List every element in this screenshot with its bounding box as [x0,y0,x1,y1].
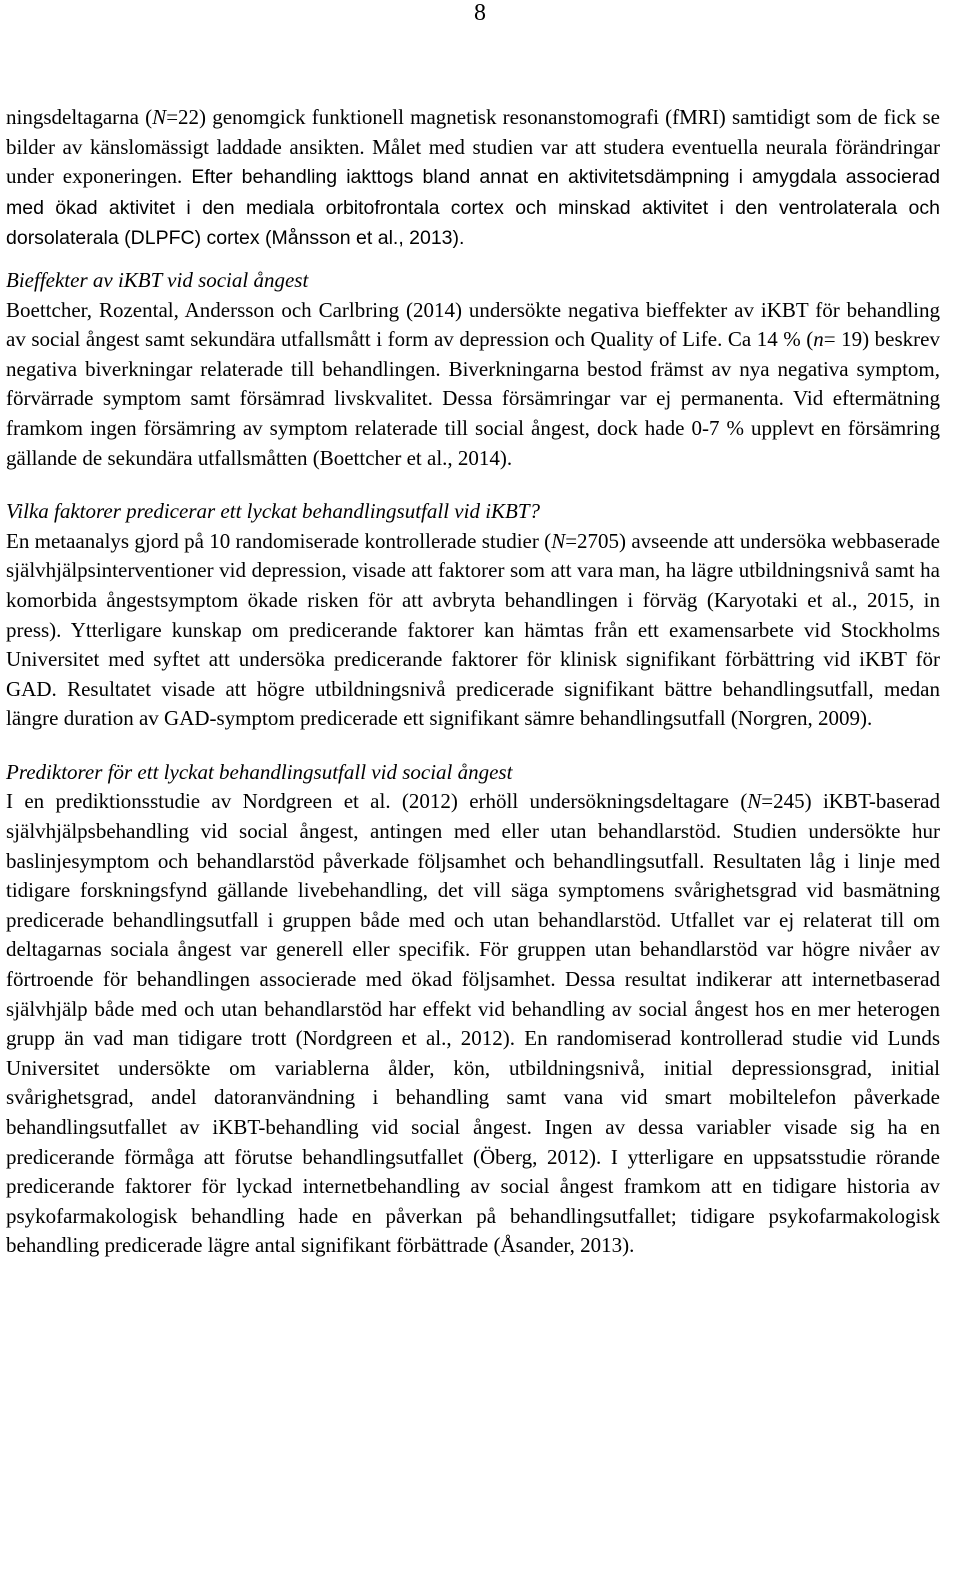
section-paragraph-faktorer [6,527,940,734]
intro-text-b: =22) genomgick funktionell magnetisk resonanstomografi (fMRI) samtidigt som de fick se bilder av känslomässigt laddade ansikten. Målet med studien var att studera eventuella neurala förändringar under exponeringen. [6,105,940,189]
section1-n-symbol: n [813,327,824,352]
intro-paragraph [6,103,940,254]
intro-text-a: ningsdeltagarna ( [6,105,153,129]
spacer [6,734,940,758]
section-heading-prediktorer: Prediktorer för ett lyckat behandlingsutfall vid social ångest [6,759,513,784]
section2-text-b: =2705) avseende att undersöka webbaserade självhjälpsinterventioner vid depression, visade att faktorer som att vara man, ha lägre utbildningsnivå samt ha komorbida ångestsymptom ökade risken för att avbryta behandlingen i förväg (Karyotaki et al., 2015, in press). Ytterligare kunskap om predicerande faktorer kan hämtas från ett examensarbete vid Stockholms Universitet med syftet att undersöka predicerande faktorer för klinisk signifikant förbättring vid iKBT för GAD. Resultatet visade att högre utbildningsnivå predicerade signifikant bättre behandlingsutfall, medan längre duration av GAD-symptom predicerade ett signifikant sämre behandlingsutfall (Norgren, 2009). [6,528,940,731]
section2-text-a: En metaanalys gjord på 10 randomiserade kontrollerade studier ( [6,528,552,553]
section-heading-bieffekter: Bieffekter av iKBT vid social ångest [6,267,309,292]
section1-text-a: Boettcher, Rozental, Andersson och Carlbring (2014) undersökte negativa bieffekter av iKBT för behandling av social ångest samt sekundära utfallsmått i form av depression och Quality of Life. Ca 14 % ( [6,297,940,352]
section-paragraph-bieffekter [6,296,940,474]
section2-n-symbol: N [551,528,566,553]
intro-n-symbol: N [152,105,167,129]
document-body [6,103,940,1261]
spacer [6,254,940,266]
section3-n-symbol: N [747,789,762,814]
page-number: 8 [474,0,486,26]
section3-text-b: =245) iKBT-baserad självhjälpsbehandling vid social ångest, antingen med eller utan behandlarstöd. Studien undersökte hur baslinjesymptom och behandlarstöd påverkade följsamhet och behandlingsutfall. Resultaten låg i linje med tidigare forskningsfynd gällande livebehandling, det vill säga symptomens svårighetsgrad vid basmätning predicerade behandlingsutfall i gruppen både med och utan behandlarstöd. Utfallet var ej relaterat till om deltagarnas sociala ångest var generell eller specifik. För gruppen utan behandlarstöd var högre nivåer av förtroende för behandlingen associerade med ökad följsamhet. Dessa resultat indikerar att internetbaserad självhjälp både med och utan behandlarstöd har effekt vid behandling av social ångest hos en mer heterogen grupp än vad man tidigare trott (Nordgreen et al., 2012). En randomiserad kontrollerad studie vid Lunds Universitet undersökte om variablerna ålder, kön, utbildningsnivå, initial depressionsgrad, initial svårighetsgrad, andel datoranvändning i behandling samt vana vid smart mobiltelefon påverkade behandlingsutfallet av iKBT-behandling vid social ångest. Ingen av dessa variabler visade sig ha en predicerande förmåga att förutse behandlingsutfallet (Öberg, 2012). I ytterligare en uppsatsstudie rörande predicerande faktorer för lyckad internetbehandling av social ångest framkom att en tidigare historia av psykofarmakologisk behandling hade en påverkan på behandlingsutfallet; tidigare psykofarmakologisk behandling predicerade lägre antal signifikant förbättrade (Åsander, 2013). [6,789,940,1258]
section-paragraph-prediktorer [6,787,940,1261]
intro-sans-text: Efter behandling iakttogs bland annat en aktivitetsdämpning i amygdala associerad med ökad aktivitet i den mediala orbitofrontala cortex och minskad aktivitet i den ventrolaterala och dorsolaterala (DLPFC) cortex (Månsson et al., 2013). [6,166,941,250]
spacer [6,473,940,497]
section1-text-b: = 19) beskrev negativa biverkningar relaterade till behandlingen. Biverkningarna bestod främst av nya negativa symptom, förvärrade symptom samt försämrad livskvalitet. Dessa försämringar var ej permanenta. Vid eftermätning framkom ingen försämring av symptom relaterade till social ångest, dock hade 0-7 % upplevt en försämring gällande de sekundära utfallsmåtten (Boettcher et al., 2014). [6,327,940,470]
section-heading-faktorer: Vilka faktorer predicerar ett lyckat behandlingsutfall vid iKBT? [6,499,541,524]
section3-text-a: I en prediktionsstudie av Nordgreen et al. (2012) erhöll undersökningsdeltagare ( [6,789,748,814]
